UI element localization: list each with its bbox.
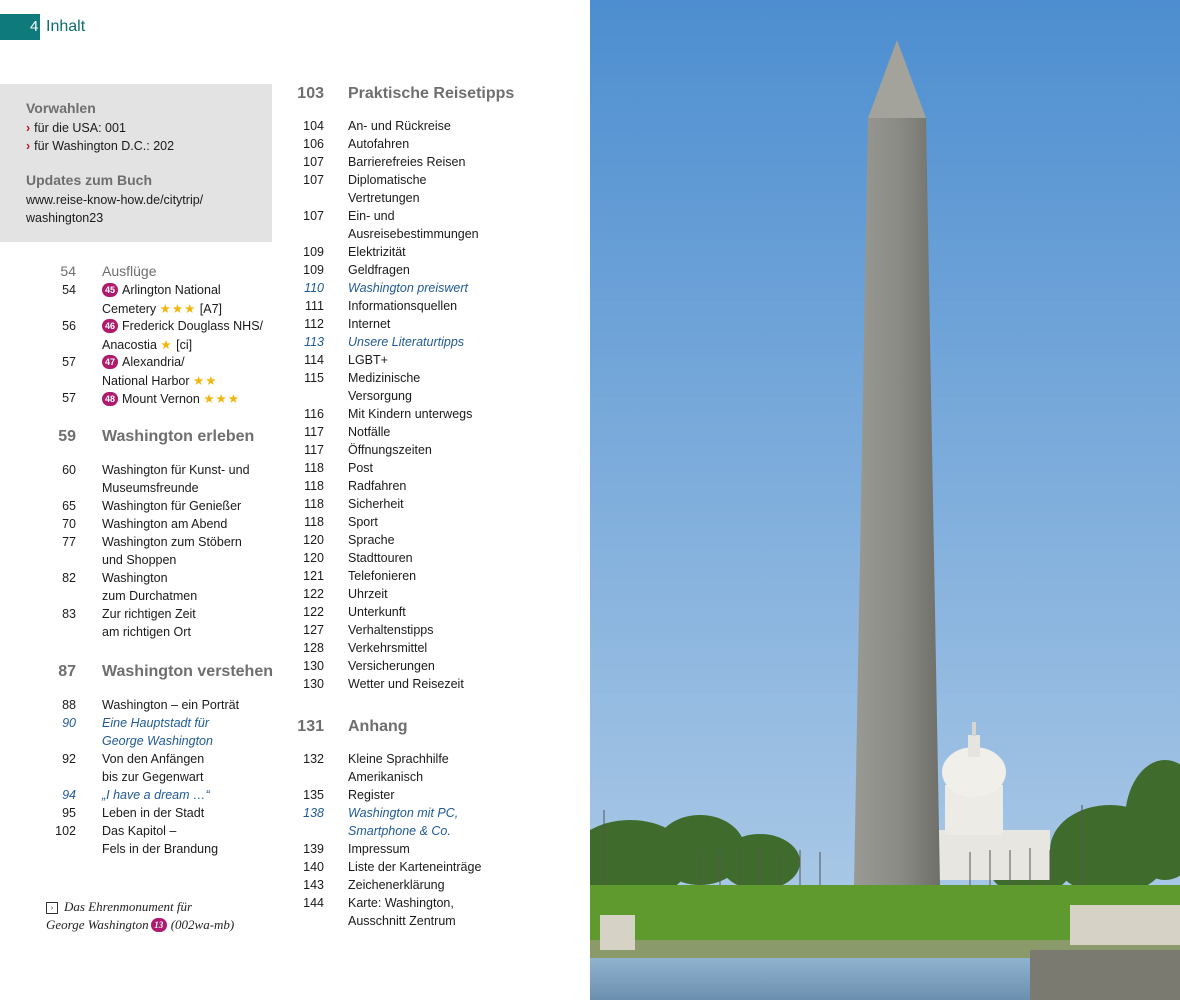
page-number: 4 <box>30 18 39 35</box>
toc-page-number: 114 <box>304 353 324 367</box>
poi-badge: 45 <box>102 283 118 297</box>
toc-page-number: 121 <box>303 569 324 583</box>
toc-entry[interactable]: Internet <box>348 317 391 331</box>
toc-entry[interactable]: Telefonieren <box>348 569 417 583</box>
star-rating: ★★★ <box>203 392 240 406</box>
toc-page-number: 118 <box>304 497 324 511</box>
chevron-icon: › <box>26 139 31 153</box>
toc-entry[interactable]: Autofahren <box>348 137 410 151</box>
toc-page-number: 139 <box>303 842 324 856</box>
toc-entry-line2: Amerikanisch <box>348 770 424 784</box>
toc-entry[interactable]: 45 Arlington National <box>102 283 221 297</box>
toc-entry-feature[interactable]: Washington preiswert <box>348 281 468 295</box>
caption-arrow-icon: › <box>46 902 58 914</box>
toc-entry-line2: und Shoppen <box>102 553 177 567</box>
toc-entry[interactable]: Washington zum Stöbern <box>102 535 242 549</box>
toc-page-number: 92 <box>62 752 76 766</box>
star-rating: ★★★ <box>159 302 197 316</box>
toc-page-number: 118 <box>304 461 324 475</box>
toc-entry[interactable]: Verhaltenstipps <box>348 623 434 637</box>
toc-entry[interactable]: Ein- und <box>348 209 395 223</box>
toc-entry[interactable]: Barrierefreies Reisen <box>348 155 466 169</box>
toc-page-number: 132 <box>303 752 324 766</box>
toc-page-number: 95 <box>62 806 76 820</box>
toc-entry-line2: Versorgung <box>348 389 412 403</box>
toc-page-number: 70 <box>62 517 76 531</box>
toc-page-number: 130 <box>303 677 324 691</box>
toc-entry[interactable]: Das Kapitol – <box>102 824 177 838</box>
toc-page-number: 57 <box>62 355 76 369</box>
toc-page-number: 118 <box>304 515 324 529</box>
toc-entry[interactable]: 47 Alexandria/ <box>102 355 185 369</box>
toc-page-number: 120 <box>303 551 324 565</box>
toc-entry-feature[interactable]: „I have a dream …“ <box>102 788 210 802</box>
toc-entry[interactable]: Liste der Karteneinträge <box>348 860 482 874</box>
toc-entry-line2: Vertretungen <box>348 191 420 205</box>
toc-entry[interactable]: Sport <box>348 515 378 529</box>
toc-page-number: 120 <box>303 533 324 547</box>
toc-entry[interactable]: Washington <box>102 571 168 585</box>
toc-entry[interactable]: 48 Mount Vernon ★★★ <box>102 391 240 406</box>
toc-page-number: 102 <box>55 824 76 838</box>
toc-page-number: 57 <box>62 391 76 405</box>
toc-entry-line2: Ausreisebestimmungen <box>348 227 479 241</box>
toc-entry[interactable]: Öffnungszeiten <box>348 443 432 457</box>
toc-page-number: 138 <box>303 806 324 820</box>
poi-badge: 46 <box>102 319 118 333</box>
toc-entry[interactable]: Washington für Kunst- und <box>102 463 250 477</box>
poi-badge: 13 <box>151 918 167 932</box>
toc-entry-line2: am richtigen Ort <box>102 625 191 639</box>
update-url-line2[interactable]: washington23 <box>26 211 104 225</box>
toc-page-number: 56 <box>62 319 76 333</box>
reflecting-pool <box>590 958 1040 1000</box>
toc-page-number: 107 <box>303 155 324 169</box>
washington-monument-photo <box>590 0 1180 1000</box>
toc-entry[interactable]: Unterkunft <box>348 605 406 619</box>
toc-page-number: 112 <box>304 317 324 331</box>
chevron-icon: › <box>26 121 31 135</box>
section-title-reisetipps: Praktische Reisetipps <box>348 85 515 102</box>
section-title-verstehen: Washington verstehen <box>102 663 273 680</box>
toc-entry-line2: Smartphone & Co. <box>348 824 451 838</box>
info-box <box>0 84 272 242</box>
toc-page-number: 122 <box>303 605 324 619</box>
toc-entry[interactable]: Verkehrsmittel <box>348 641 428 655</box>
toc-entry-line2: Cemetery ★★★ [A7] <box>102 302 223 316</box>
toc-page-number: 107 <box>303 173 324 187</box>
toc-entry-line2: zum Durchatmen <box>102 589 198 603</box>
poi-badge: 47 <box>102 355 118 369</box>
vorwahl-dc: › für Washington D.C.: 202 <box>26 139 175 153</box>
toc-entry[interactable]: Sprache <box>348 533 395 547</box>
section-title-anhang: Anhang <box>348 718 408 735</box>
section-title-ausfluege: Ausflüge <box>102 263 157 279</box>
toc-entry[interactable]: Medizinische <box>348 371 421 385</box>
toc-entry[interactable]: Post <box>348 461 374 475</box>
toc-page-number: 82 <box>62 571 76 585</box>
toc-entry[interactable]: Notfälle <box>348 425 391 439</box>
toc-entry[interactable]: Informationsquellen <box>348 299 458 313</box>
toc-page-number: 143 <box>303 878 324 892</box>
updates-heading: Updates zum Buch <box>26 172 153 188</box>
vorwahl-usa: › für die USA: 001 <box>26 121 126 135</box>
toc-entry-line2: Ausschnitt Zentrum <box>348 914 456 928</box>
toc-page-number: 127 <box>303 623 324 637</box>
running-head: Inhalt <box>46 18 86 35</box>
toc-page-number: 111 <box>304 299 324 313</box>
toc-entry[interactable]: Wetter und Reisezeit <box>348 677 464 691</box>
star-rating: ★★ <box>193 374 218 388</box>
toc-entry[interactable]: Von den Anfängen <box>102 752 205 766</box>
toc-page-number: 116 <box>304 407 324 421</box>
toc-entry[interactable]: Washington am Abend <box>102 517 228 531</box>
toc-page-number: 109 <box>303 245 324 259</box>
toc-entry[interactable]: An- und Rückreise <box>348 119 451 133</box>
toc-page-number: 115 <box>304 371 324 385</box>
toc-entry[interactable]: Radfahren <box>348 479 407 493</box>
toc-entry[interactable]: Stadttouren <box>348 551 413 565</box>
toc-page-number: 77 <box>62 535 76 549</box>
toc-entry[interactable]: Mit Kindern unterwegs <box>348 407 473 421</box>
toc-entry-line2: George Washington <box>102 734 213 748</box>
toc-page-number: 135 <box>303 788 324 802</box>
toc-entry-line2: National Harbor ★★ <box>102 374 218 388</box>
toc-page-number: 144 <box>303 896 324 910</box>
toc-page-number: 118 <box>304 479 324 493</box>
toc-entry-feature[interactable]: Eine Hauptstadt für <box>102 716 210 730</box>
toc-page-number: 109 <box>303 263 324 277</box>
toc-entry[interactable]: Sicherheit <box>348 497 404 511</box>
toc-page-number: 122 <box>303 587 324 601</box>
toc-entry[interactable]: Geldfragen <box>348 263 410 277</box>
star-rating: ★ <box>160 338 173 352</box>
toc-page-number: 88 <box>62 698 76 712</box>
toc-page-number: 60 <box>62 463 76 477</box>
update-url-line1[interactable]: www.reise-know-how.de/citytrip/ <box>26 193 204 207</box>
vorwahlen-heading: Vorwahlen <box>26 100 96 116</box>
toc-entry[interactable]: Uhrzeit <box>348 587 388 601</box>
toc-entry[interactable]: Versicherungen <box>348 659 435 673</box>
section-page-number: 103 <box>297 85 324 102</box>
photo-caption: › Das Ehrenmonument für George Washington 13 (002wa-mb) <box>46 899 235 932</box>
section-page-number: 54 <box>60 263 76 279</box>
toc-page-number: 107 <box>303 209 324 223</box>
toc-page-number: 130 <box>303 659 324 673</box>
toc-entry-line2: Fels in der Brandung <box>102 842 219 856</box>
toc-entry[interactable]: Washington – ein Porträt <box>102 698 240 712</box>
toc-page-number: 54 <box>62 283 76 297</box>
toc-page-number: 65 <box>62 499 76 513</box>
section-page-number: 59 <box>58 428 76 445</box>
toc-entry-line2: bis zur Gegenwart <box>102 770 204 784</box>
toc-entry[interactable]: Karte: Washington, <box>348 896 454 910</box>
washington-monument <box>854 118 940 885</box>
poi-badge: 48 <box>102 392 118 406</box>
toc-page-number: 90 <box>62 716 76 730</box>
toc-page-number: 140 <box>303 860 324 874</box>
toc-entry[interactable]: LGBT+ <box>348 353 388 367</box>
toc-page-number: 106 <box>303 137 324 151</box>
toc-page-number: 117 <box>304 425 324 439</box>
toc-entry[interactable]: Register <box>348 788 395 802</box>
section-page-number: 131 <box>297 718 324 735</box>
toc-entry[interactable]: Zeichenerklärung <box>348 878 445 892</box>
toc-page-number: 94 <box>62 788 76 802</box>
toc-entry-line2: Museumsfreunde <box>102 481 199 495</box>
toc-page-number: 110 <box>304 281 324 295</box>
toc-entry[interactable]: Kleine Sprachhilfe <box>348 752 449 766</box>
toc-entry-line2: Anacostia ★ [ci] <box>102 338 193 352</box>
toc-page-number: 104 <box>303 119 324 133</box>
section-title-erleben: Washington erleben <box>102 428 255 445</box>
toc-entry[interactable]: Leben in der Stadt <box>102 806 205 820</box>
toc-entry[interactable]: Elektrizität <box>348 245 406 259</box>
section-page-number: 87 <box>58 663 76 680</box>
toc-entry[interactable]: Impressum <box>348 842 410 856</box>
toc-entry[interactable]: 46 Frederick Douglass NHS/ <box>102 319 263 333</box>
toc-entry-feature[interactable]: Washington mit PC, <box>348 806 459 820</box>
toc-page-number: 117 <box>304 443 324 457</box>
toc-entry[interactable]: Washington für Genießer <box>102 499 242 513</box>
toc-entry-feature[interactable]: Unsere Literaturtipps <box>348 335 465 349</box>
toc-page-number: 113 <box>304 335 324 349</box>
toc-page-number: 128 <box>303 641 324 655</box>
toc-entry[interactable]: Diplomatische <box>348 173 427 187</box>
toc-page-number: 83 <box>62 607 76 621</box>
toc-entry[interactable]: Zur richtigen Zeit <box>102 607 196 621</box>
